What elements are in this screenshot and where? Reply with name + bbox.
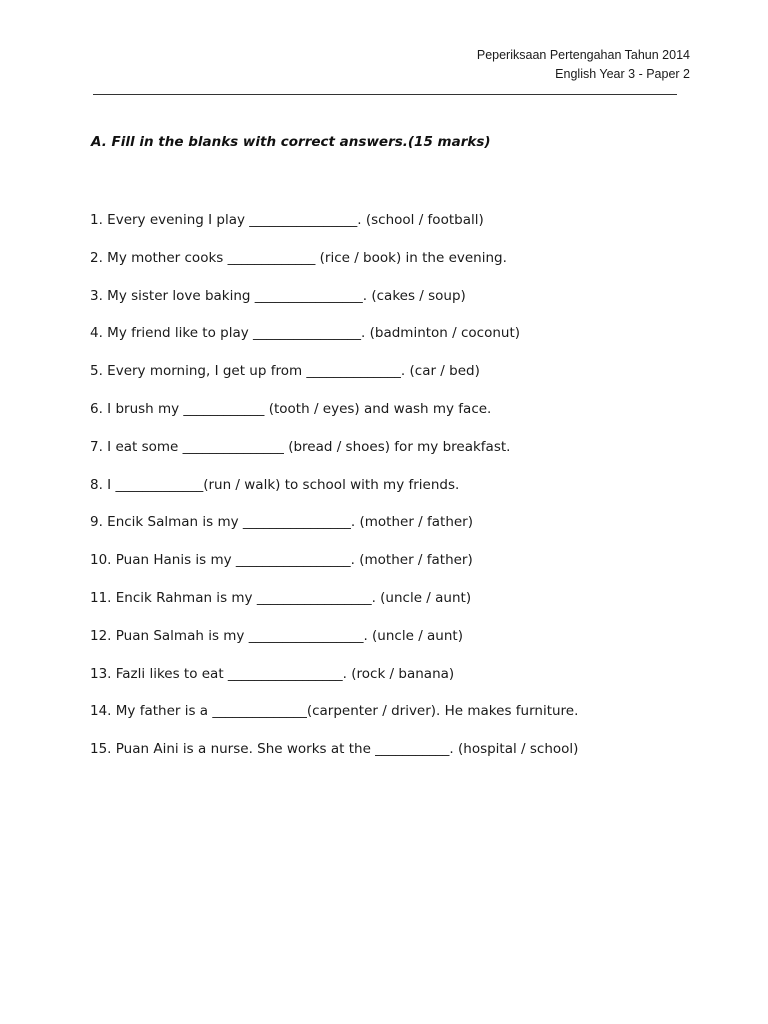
question-7: 7. I eat some _______________ (bread / shoes) for my breakfast.: [90, 438, 511, 455]
question-13: 13. Fazli likes to eat _________________. (rock / banana): [90, 665, 455, 682]
question-2: 2. My mother cooks _____________ (rice / book) in the evening.: [90, 249, 507, 266]
header-divider: [93, 94, 677, 95]
exam-title: Peperiksaan Pertengahan Tahun 2014: [476, 48, 690, 62]
question-list: [90, 209, 578, 776]
question-14: 14. My father is a ______________(carpenter / driver). He makes furniture.: [90, 703, 579, 720]
question-12: 12. Puan Salmah is my _________________. (uncle / aunt): [90, 627, 463, 644]
question-11: 11. Encik Rahman is my _________________. (uncle / aunt): [90, 589, 472, 606]
question-8: 8. I _____________(run / walk) to school with my friends.: [90, 476, 460, 493]
question-3: 3. My sister love baking ________________. (cakes / soup): [90, 287, 466, 304]
paper-subtitle: English Year 3 - Paper 2: [555, 67, 690, 81]
question-9: 9. Encik Salman is my ________________. (mother / father): [90, 514, 474, 531]
section-instruction: A. Fill in the blanks with correct answers.(15 marks): [91, 134, 491, 150]
question-6: 6. I brush my ____________ (tooth / eyes) and wash my face.: [90, 400, 492, 417]
question-5: 5. Every morning, I get up from ______________. (car / bed): [90, 363, 480, 380]
question-15: 15. Puan Aini is a nurse. She works at the ___________. (hospital / school): [90, 741, 579, 758]
exam-header: [477, 46, 690, 84]
question-10: 10. Puan Hanis is my _________________. (mother / father): [90, 552, 473, 569]
question-1: 1. Every evening I play ________________. (school / football): [90, 212, 484, 228]
question-4: 4. My friend like to play ________________. (badminton / coconut): [90, 325, 521, 342]
